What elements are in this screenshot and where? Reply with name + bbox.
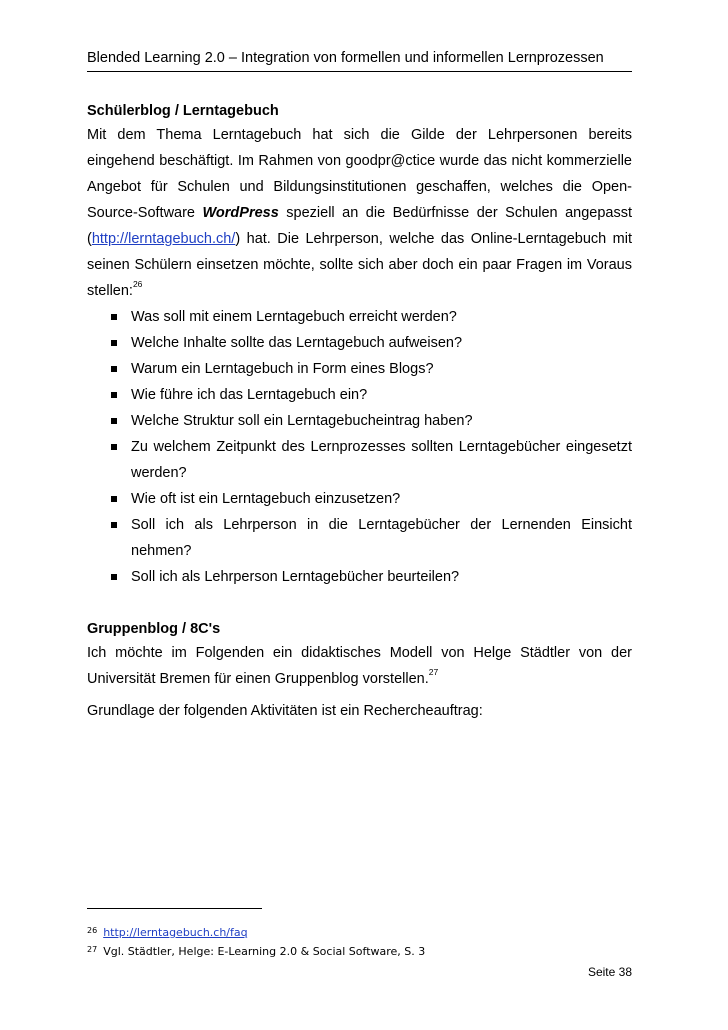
question-list: [87, 304, 632, 590]
footnotes: [87, 922, 632, 960]
list-item: Warum ein Lerntagebuch in Form eines Blogs?: [87, 356, 632, 382]
section-gruppenblog: [87, 618, 632, 724]
paragraph-text: speziell an die Bedürfnisse der Schulen angepasst (: [87, 205, 632, 247]
lerntagebuch-link[interactable]: http://lerntagebuch.ch/: [91, 231, 236, 247]
paragraph-modell: [87, 640, 632, 692]
list-item: Soll ich als Lehrperson in die Lerntagebücher der Lernenden Einsicht nehmen?: [87, 512, 632, 564]
footnote-text: Vgl. Städtler, Helge: E-Learning 2.0 & Social Software, S. 3: [103, 945, 426, 958]
wordpress-emphasis: WordPress: [202, 205, 279, 221]
paragraph-recherche: Grundlage der folgenden Aktivitäten ist ein Rechercheauftrag:: [87, 703, 483, 719]
list-item: Was soll mit einem Lerntagebuch erreicht werden?: [87, 304, 632, 330]
list-item: Wie führe ich das Lerntagebuch ein?: [87, 382, 632, 408]
list-item: Welche Struktur soll ein Lerntagebucheintrag haben?: [87, 408, 632, 434]
paragraph-lerntagebuch: [87, 122, 632, 304]
section-heading-schuelerblog: Schülerblog / Lerntagebuch: [87, 103, 279, 119]
paragraph-text: Mit dem Thema Lerntagebuch hat sich die Gilde der Lehrpersonen bereits eingehend beschäftigt. Im Rahmen von goodpr@ctice wurde das nicht kommerzielle Angebot für Schulen und Bildungsinstitutionen geschaffen, welches die Open-Source-Software: [87, 127, 632, 221]
list-item: Zu welchem Zeitpunkt des Lernprozesses sollten Lerntagebücher eingesetzt werden?: [87, 434, 632, 486]
section-heading-gruppenblog: Gruppenblog / 8C's: [87, 621, 221, 637]
list-item: Wie oft ist ein Lerntagebuch einzusetzen?: [87, 486, 632, 512]
footnote-26: [87, 922, 632, 941]
paragraph-text: ) hat. Die Lehrperson, welche das Online-Lerntagebuch mit seinen Schülern einsetzen möchte, sollte sich aber doch ein paar Fragen im Voraus stellen:: [87, 231, 632, 299]
footnote-number: 26: [87, 926, 98, 935]
footnote-ref-27[interactable]: 27: [428, 667, 439, 677]
page-body: [87, 100, 632, 724]
list-item: Welche Inhalte sollte das Lerntagebuch aufweisen?: [87, 330, 632, 356]
page-number: Seite 38: [587, 965, 632, 979]
footnote-27: [87, 941, 632, 960]
paragraph-text: Ich möchte im Folgenden ein didaktisches Modell von Helge Städtler von der Universität Bremen für einen Gruppenblog vorstellen.: [87, 645, 632, 687]
footnote-ref-26[interactable]: 26: [132, 279, 143, 289]
list-item: Soll ich als Lehrperson Lerntagebücher beurteilen?: [87, 564, 632, 590]
running-header: Blended Learning 2.0 – Integration von formellen und informellen Lernprozessen: [87, 48, 632, 72]
footnote-link[interactable]: http://lerntagebuch.ch/faq: [103, 926, 248, 939]
footnote-divider: [87, 908, 262, 909]
footnote-number: 27: [87, 945, 98, 954]
